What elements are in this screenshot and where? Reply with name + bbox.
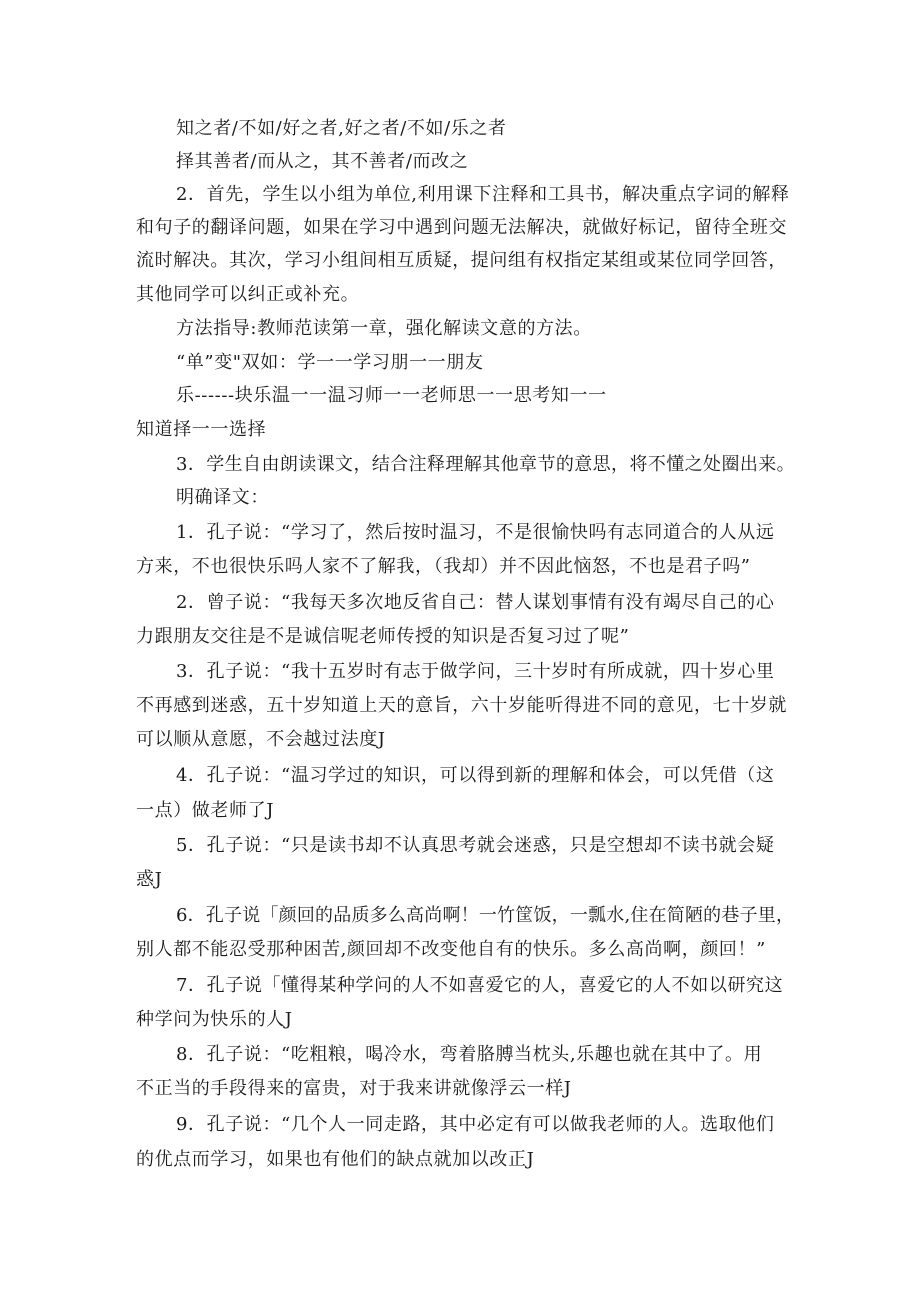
text-line: 流时解决。其次，学习小组间相互质疑，提问组有权指定某组或某位同学回答，: [136, 250, 787, 271]
text-line: 力跟朋友交往是不是诚信呢老师传授的知识是否复习过了呢”: [136, 626, 630, 647]
text-line: 3．孔子说：“我十五岁时有志于做学问，三十岁时有所成就，四十岁心里: [176, 661, 775, 682]
text-line: 不再感到迷惑，五十岁知道上天的意旨，六十岁能听得进不同的意见，七十岁就: [136, 695, 787, 716]
text-line: 知道择一一选择: [136, 419, 267, 440]
text-line: 乐------块乐温一一温习师一一老师思一一思考知一一: [176, 385, 607, 406]
text-line: 知之者/不如/好之者,好之者/不如/乐之者: [176, 118, 507, 139]
text-line: 可以顺从意愿，不会越过法度J: [136, 729, 386, 750]
text-line: 5．孔子说：“只是读书却不认真思考就会迷惑，只是空想却不读书就会疑: [176, 835, 775, 856]
text-line: 一点）做老师了J: [136, 800, 275, 821]
text-line: 方法指导:教师范读第一章，强化解读文意的方法。: [176, 318, 592, 339]
text-line: 和句子的翻译问题，如果在学习中遇到问题无法解决，就做好标记，留待全班交: [136, 217, 787, 238]
text-line: 2．曾子说：“我每天多次地反省自己：替人谋划事情有没有竭尽自己的心: [176, 592, 775, 613]
text-line: 别人都不能忍受那种困苦,颜回却不改变他自有的快乐。多么高尚啊，颜回！”: [136, 939, 766, 960]
text-line: 不正当的手段得来的富贵，对于我来讲就像浮云一样J: [136, 1078, 572, 1099]
text-line: 1．孔子说：“学习了，然后按时温习，不是很愉快吗有志同道合的人从远: [176, 522, 775, 543]
text-line: 4．孔子说：“温习学过的知识，可以得到新的理解和体会，可以凭借（这: [176, 765, 775, 786]
text-line: 惑J: [136, 869, 163, 890]
text-line: 其他同学可以纠正或补充。: [136, 284, 360, 305]
text-line: 9．孔子说：“几个人一同走路，其中必定有可以做我老师的人。选取他们: [176, 1114, 775, 1135]
text-line: 方来，不也很快乐吗人家不了解我，（我却）并不因此恼怒，不也是君子吗”: [136, 556, 751, 577]
text-line: 择其善者/而从之，其不善者/而改之: [176, 151, 469, 172]
text-line: 3．学生自由朗读课文，结合注释理解其他章节的意思，将不懂之处圈出来。: [176, 454, 796, 475]
text-line: “单”变"双如：学一一学习朋一一朋友: [176, 352, 484, 373]
text-line: 8．孔子说：“吃粗粮，喝冷水，弯着胳膊当枕头,乐趣也就在其中了。用: [176, 1044, 763, 1065]
text-line: 2．首先，学生以小组为单位,利用课下注释和工具书，解决重点字词的解释: [176, 184, 790, 205]
text-line: 7．孔子说「懂得某种学问的人不如喜爱它的人，喜爱它的人不如以研究这: [176, 975, 784, 996]
text-line: 种学问为快乐的人J: [136, 1009, 293, 1030]
text-line: 明确译文：: [176, 487, 269, 508]
text-line: 的优点而学习，如果也有他们的缺点就加以改正J: [136, 1149, 535, 1170]
text-line: 6．孔子说「颜回的品质多么高尚啊！一竹筐饭，一瓢水,住在简陋的巷子里，: [176, 905, 795, 926]
